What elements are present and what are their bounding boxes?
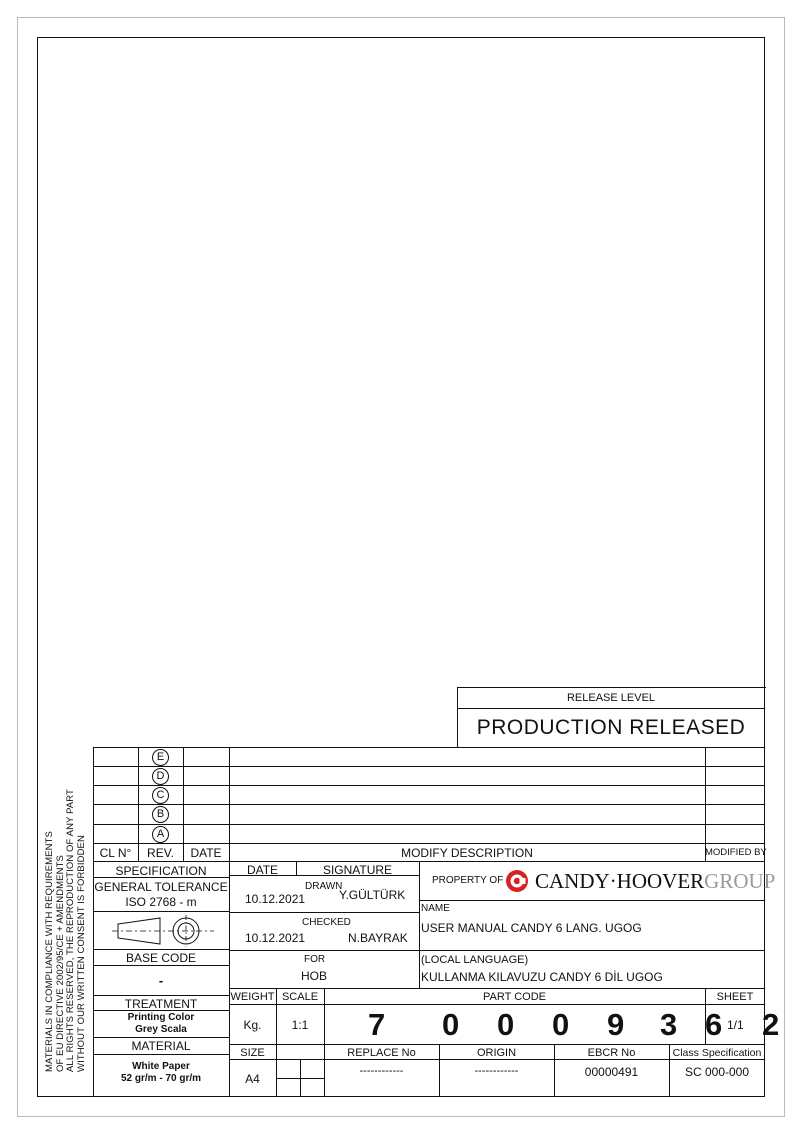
material-line-2: 52 gr/m - 70 gr/m xyxy=(120,1073,202,1084)
sig-date-label: DATE xyxy=(246,863,279,877)
origin-value: ------------ xyxy=(474,1065,519,1077)
name-value: USER MANUAL CANDY 6 LANG. UGOG xyxy=(421,921,642,935)
drawn-by: Y.GÜLTÜRK xyxy=(339,888,406,902)
rev-col-rev xyxy=(183,747,184,861)
replace-no-value: ------------ xyxy=(359,1065,404,1077)
part-code-digit-1: 7 xyxy=(368,1007,386,1042)
treatment-line xyxy=(93,1010,229,1011)
name-label: NAME xyxy=(421,903,450,914)
release-divider xyxy=(457,708,765,709)
brand-name xyxy=(535,871,775,892)
side-note-4: WITHOUT OUR WRITTEN CONSENT IS FORBIDDEN xyxy=(75,835,87,1072)
scale-label: SCALE xyxy=(281,991,319,1003)
base-code-label: BASE CODE xyxy=(125,951,197,965)
drawn-label: DRAWN xyxy=(305,881,343,892)
sig-block-right xyxy=(419,861,420,988)
drawn-date: 10.12.2021 xyxy=(245,892,306,906)
revision-letter-a: A xyxy=(152,826,169,843)
size-sub-line xyxy=(276,1078,324,1079)
brand-group: GROUP xyxy=(704,869,776,893)
title-block-top xyxy=(93,747,765,748)
revision-letter-e: E xyxy=(152,749,169,766)
specification-label: SPECIFICATION xyxy=(115,864,207,878)
sheet-label: SHEET xyxy=(716,991,754,1003)
for-label: FOR xyxy=(304,954,326,965)
candy-hoover-logo-icon xyxy=(505,869,529,893)
replace-no-label: REPLACE No xyxy=(347,1047,416,1059)
revision-letter-d: D xyxy=(152,768,169,785)
projection-symbol-icon xyxy=(110,914,215,948)
rev-row-line-3 xyxy=(93,804,765,805)
checked-date: 10.12.2021 xyxy=(245,931,306,945)
material-line xyxy=(93,1054,229,1055)
ebcr-no-label: EBCR No xyxy=(587,1047,636,1059)
drawn-line xyxy=(229,912,419,913)
compliance-side-notes xyxy=(45,789,87,1072)
release-level-label: RELEASE LEVEL xyxy=(566,692,656,704)
side-note-3: ALL RIGHTS RESERVED, THE REPRODUCTION OF ANY PART xyxy=(65,789,76,1072)
base-code-line xyxy=(93,965,229,966)
revision-letter-c: C xyxy=(152,787,169,804)
weight-value: Kg. xyxy=(243,1018,262,1032)
partcode-header-line-top xyxy=(229,988,765,989)
part-code-label: PART CODE xyxy=(483,991,546,1003)
part-code-digit-8: 2 xyxy=(762,1007,780,1042)
rev-col-clno xyxy=(138,747,139,861)
weight-col xyxy=(276,988,277,1097)
header-modify-description: MODIFY DESCRIPTION xyxy=(401,846,533,860)
origin-label: ORIGIN xyxy=(476,1047,517,1059)
rev-row-line-1 xyxy=(93,766,765,767)
rev-row-line-4 xyxy=(93,824,765,825)
property-prefix: PROPERTY OF xyxy=(432,875,504,886)
sheet-value: 1/1 xyxy=(727,1018,744,1032)
material-label: MATERIAL xyxy=(131,1039,191,1053)
projection-line xyxy=(93,949,229,950)
treatment-top-line xyxy=(93,995,229,996)
material-line-1: White Paper xyxy=(132,1061,190,1072)
header-rev: REV. xyxy=(147,846,174,860)
header-date: DATE xyxy=(190,846,222,860)
part-code-digit-7: 6 xyxy=(705,1007,723,1042)
ebcr-no-value: 00000491 xyxy=(584,1065,639,1079)
weight-label: WEIGHT xyxy=(230,991,275,1003)
header-modified-by: MODIFIED BY xyxy=(705,847,767,858)
class-spec-label: Class Specification xyxy=(672,1047,762,1059)
class-spec-value: SC 000-000 xyxy=(684,1065,750,1079)
part-code-digit-4: 0 xyxy=(552,1007,570,1042)
bottom-header-line-top xyxy=(229,1044,765,1045)
treatment-line-1: Printing Color xyxy=(127,1012,195,1023)
header-cl-no: CL N° xyxy=(99,846,132,860)
tolerance-value: ISO 2768 - m xyxy=(125,895,197,909)
rev-row-line-5 xyxy=(93,843,765,844)
size-label: SIZE xyxy=(240,1047,265,1059)
material-top-line xyxy=(93,1037,229,1038)
treatment-label: TREATMENT xyxy=(124,997,198,1011)
tolerance-label: GENERAL TOLERANCE xyxy=(94,880,228,894)
brand-main: CANDY·HOOVER xyxy=(535,869,705,893)
part-code-digit-2: 0 xyxy=(442,1007,460,1042)
base-code-value: - xyxy=(158,973,164,988)
sig-signature-label: SIGNATURE xyxy=(322,863,393,877)
rev-col-modified xyxy=(705,747,706,861)
checked-by: N.BAYRAK xyxy=(348,931,408,945)
scale-value: 1:1 xyxy=(291,1018,309,1032)
checked-label: CHECKED xyxy=(302,917,351,928)
release-level-value: PRODUCTION RELEASED xyxy=(476,716,746,739)
for-value: HOB xyxy=(301,969,328,983)
side-note-1: MATERIALS IN COMPLIANCE WITH REQUIREMENTS xyxy=(44,831,55,1072)
local-language-value: KULLANMA KILAVUZU CANDY 6 DİL UGOG xyxy=(421,970,663,984)
checked-line xyxy=(229,950,419,951)
treatment-line-2: Grey Scala xyxy=(135,1024,187,1035)
part-code-digit-3: 0 xyxy=(497,1007,515,1042)
name-line xyxy=(419,950,765,951)
part-code-digit-6: 3 xyxy=(660,1007,678,1042)
bottom-header-line-bottom xyxy=(229,1059,765,1060)
revision-letter-b: B xyxy=(152,806,169,823)
size-value: A4 xyxy=(245,1072,260,1086)
property-line xyxy=(419,900,765,901)
rev-row-line-2 xyxy=(93,785,765,786)
side-note-2: OF EU DIRECTIVE 2002/95/CE + AMENDMENTS xyxy=(54,855,66,1072)
rev-header-bottom xyxy=(93,861,765,862)
part-code-digit-5: 9 xyxy=(607,1007,625,1042)
partcode-header-line-bottom xyxy=(229,1004,765,1005)
local-language-label: (LOCAL LANGUAGE) xyxy=(421,954,529,966)
tolerance-line xyxy=(93,911,229,912)
